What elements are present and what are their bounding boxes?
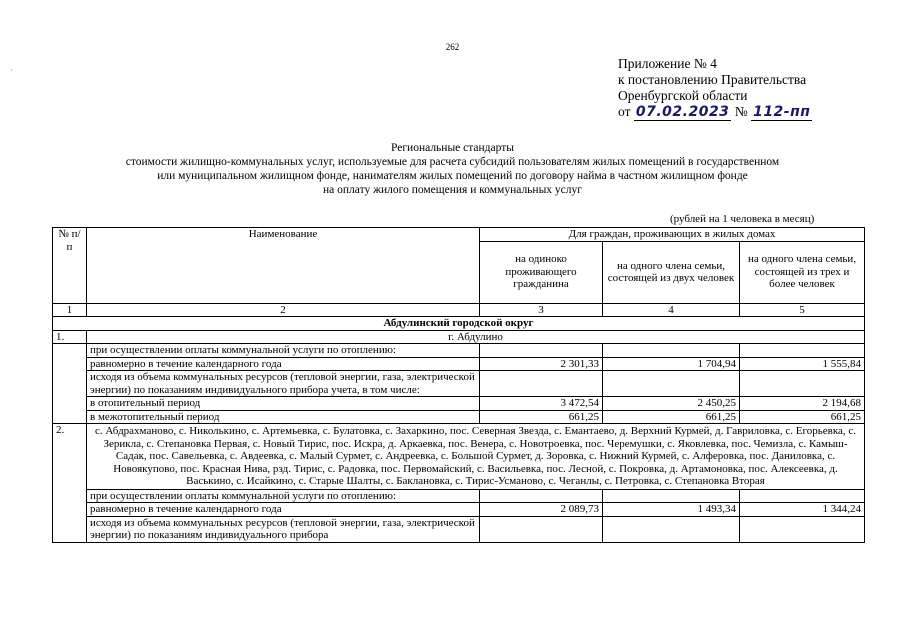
- header-col-4: на одного члена семьи, состоящей из двух человек: [603, 241, 740, 303]
- section-1-place-row: [53, 330, 865, 344]
- table-row: [53, 410, 865, 424]
- value-cell: 1 344,24: [740, 503, 865, 517]
- header-row-1: [53, 228, 865, 242]
- header-group: Для граждан, проживающих в жилых домах: [480, 228, 865, 242]
- value-cell: 2 194,68: [740, 397, 865, 411]
- table-row: [53, 344, 865, 358]
- row-label: исходя из объема коммунальных ресурсов (тепловой энергии, газа, электрической энергии) по показаниям индивидуального прибора: [87, 516, 480, 542]
- title-line-3: или муниципальном жилищном фонде, нанимателям жилых помещений по договору найма в частном жилищном фонде: [157, 170, 748, 182]
- row-label: равномерно в течение календарного года: [87, 503, 480, 517]
- row-label: при осуществлении оплаты коммунальной услуги по отоплению:: [87, 344, 480, 358]
- value-cell: 2 089,73: [480, 503, 603, 517]
- row-label: в межотопительный период: [87, 410, 480, 424]
- value-cell: 661,25: [480, 410, 603, 424]
- appendix-date-line: [618, 104, 812, 121]
- handwritten-date: 07.02.2023: [635, 104, 730, 120]
- header-name: Наименование: [87, 228, 480, 304]
- number-sign: №: [734, 104, 748, 119]
- title-line-1: Региональные стандарты: [390, 142, 514, 154]
- page-number: 262: [445, 42, 460, 52]
- table-row: [53, 371, 865, 397]
- table-row: [53, 516, 865, 542]
- date-prefix: от: [618, 104, 631, 119]
- col-number-1: 1: [53, 303, 87, 317]
- header-num: № п/п: [53, 228, 87, 304]
- section-1-place: г. Абдулино: [87, 330, 865, 344]
- row-label: исходя из объема коммунальных ресурсов (тепловой энергии, газа, электрической энергии) по показаниям индивидуального прибора учета, в том числе:: [87, 371, 480, 397]
- district-name: Абдулинский городской округ: [53, 317, 865, 331]
- value-cell: 2 301,33: [480, 357, 603, 371]
- table-row: [53, 503, 865, 517]
- district-row: [53, 317, 865, 331]
- value-cell: 1 493,34: [603, 503, 740, 517]
- appendix-title: Приложение № 4: [618, 56, 717, 71]
- value-cell: 661,25: [603, 410, 740, 424]
- table-row: [53, 397, 865, 411]
- column-numbers-row: [53, 303, 865, 317]
- table-row: [53, 489, 865, 503]
- value-cell: 3 472,54: [480, 397, 603, 411]
- value-cell: 1 555,84: [740, 357, 865, 371]
- col-number-5: 5: [740, 303, 865, 317]
- col-number-3: 3: [480, 303, 603, 317]
- row-label: при осуществлении оплаты коммунальной услуги по отоплению:: [87, 489, 480, 503]
- handwritten-number: 112-пп: [753, 104, 811, 120]
- section-2-places-row: [53, 424, 865, 490]
- section-1-num-span: [53, 344, 87, 424]
- table-row: [53, 357, 865, 371]
- value-cell: 661,25: [740, 410, 865, 424]
- section-1-num: 1.: [53, 330, 87, 344]
- header-col-5: на одного члена семьи, состоящей из трех и более человек: [740, 241, 865, 303]
- section-2-places: с. Абдрахманово, с. Николькино, с. Артемьевка, с. Булатовка, с. Захаркино, пос. Северная Звезда, с. Емантаево, д. Верхний Курмей, д. Гавриловка, с. Егорьевка, с. Зерикла, с. Степановка Первая, с. Новый Тирис, пос. Искра, д. Аркаевка, пос. Венера, с. Новотроевка, пос. Черемушки, с. Яковлевка, пос. Чемизла, с. Камыш-Садак, пос. Савельевка, с. Авдеевка, с. Малый Сурмет, с. Андреевка, с. Большой Сурмет, д. Зоровка, с. Нижний Курмей, с. Алферовка, пос. Даниловка, с. Новоякупово, пос. Красная Нива, рзд. Тирис, с. Радовка, пос. Первомайский, с. Васильевка, пос. Лесной, с. Покровка, д. Артамоновка, пос. Алексеевка, д. Васькино, с. Исайкино, с. Старые Шалты, с. Баклановка, с. Тирис-Усманово, с. Чеганлы, с. Петровка, с. Степановка Вторая: [87, 424, 865, 490]
- section-2-num: 2.: [53, 424, 87, 543]
- value-cell: 1 704,94: [603, 357, 740, 371]
- header-col-3: на одиноко проживающего гражданина: [480, 241, 603, 303]
- title-line-4: на оплату жилого помещения и коммунальных услуг: [322, 184, 582, 196]
- document-title: [0, 141, 905, 197]
- appendix-line-3: Оренбургской области: [618, 88, 748, 103]
- row-label: равномерно в течение календарного года: [87, 357, 480, 371]
- appendix-line-2: к постановлению Правительства: [618, 72, 807, 87]
- appendix-block: [618, 56, 812, 121]
- title-line-2: стоимости жилищно-коммунальных услуг, используемые для расчета субсидий пользователям жилых помещений в государственном: [125, 156, 780, 168]
- col-number-2: 2: [87, 303, 480, 317]
- standards-table: [52, 227, 865, 543]
- stray-mark: ·: [10, 66, 13, 75]
- row-label: в отопительный период: [87, 397, 480, 411]
- units-note: (рублей на 1 человека в месяц): [670, 213, 815, 225]
- value-cell: 2 450,25: [603, 397, 740, 411]
- col-number-4: 4: [603, 303, 740, 317]
